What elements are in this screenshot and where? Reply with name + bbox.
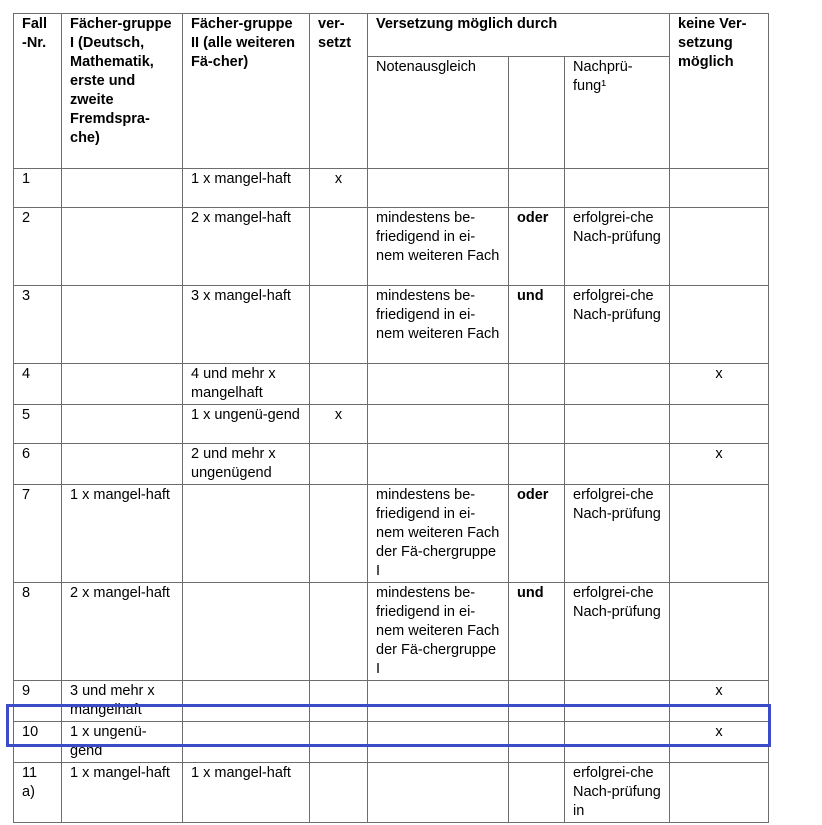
table-row <box>14 405 769 444</box>
cell-versetzt <box>310 583 368 681</box>
cell-conjunction: und <box>509 583 565 681</box>
table-row <box>14 444 769 485</box>
cell-conjunction <box>509 405 565 444</box>
cell-faechergruppe-1 <box>62 405 183 444</box>
cell-versetzt: x <box>310 169 368 208</box>
cell-notenausgleich: mindestens be-friedigend in ei-nem weiteren Fach der Fä-chergruppe I <box>368 485 509 583</box>
subheader-notenausgleich: Notenausgleich <box>368 57 509 169</box>
cell-faechergruppe-2: 2 x mangel-haft <box>183 208 310 286</box>
cell-nachpruefung: erfolgrei-che Nach-prüfung <box>565 485 670 583</box>
table-row <box>14 681 769 722</box>
cell-faechergruppe-1: 2 x mangel-haft <box>62 583 183 681</box>
cell-nachpruefung: erfolgrei-che Nach-prüfung <box>565 583 670 681</box>
cell-fall-nr: 11 a) <box>14 763 62 823</box>
cell-notenausgleich <box>368 169 509 208</box>
cell-nachpruefung: erfolgrei-che Nach-prüfung <box>565 286 670 364</box>
versetzung-table <box>13 13 769 823</box>
table-row <box>14 763 769 823</box>
cell-conjunction <box>509 364 565 405</box>
cell-faechergruppe-2: 3 x mangel-haft <box>183 286 310 364</box>
cell-notenausgleich: mindestens be-friedigend in ei-nem weiteren Fach <box>368 208 509 286</box>
cell-nachpruefung <box>565 364 670 405</box>
cell-faechergruppe-1 <box>62 364 183 405</box>
cell-keine-versetzung <box>670 485 769 583</box>
subheader-nachpruefung: Nachprü-fung¹ <box>565 57 670 169</box>
cell-fall-nr: 9 <box>14 681 62 722</box>
cell-nachpruefung: erfolgrei-che Nach-prüfung in <box>565 763 670 823</box>
cell-faechergruppe-2: 1 x mangel-haft <box>183 763 310 823</box>
cell-nachpruefung <box>565 405 670 444</box>
cell-versetzt <box>310 364 368 405</box>
table-row <box>14 364 769 405</box>
cell-faechergruppe-2: 4 und mehr x mangelhaft <box>183 364 310 405</box>
cell-versetzt <box>310 286 368 364</box>
cell-conjunction: oder <box>509 208 565 286</box>
cell-notenausgleich <box>368 405 509 444</box>
cell-faechergruppe-1 <box>62 169 183 208</box>
cell-conjunction: oder <box>509 485 565 583</box>
cell-keine-versetzung <box>670 583 769 681</box>
cell-faechergruppe-2 <box>183 681 310 722</box>
cell-keine-versetzung <box>670 405 769 444</box>
cell-notenausgleich <box>368 722 509 763</box>
cell-conjunction <box>509 169 565 208</box>
cell-nachpruefung <box>565 681 670 722</box>
cell-versetzt: x <box>310 405 368 444</box>
cell-fall-nr: 3 <box>14 286 62 364</box>
table-row <box>14 169 769 208</box>
table-row <box>14 722 769 763</box>
cell-keine-versetzung <box>670 286 769 364</box>
table-row <box>14 208 769 286</box>
subheader-spacer <box>509 57 565 169</box>
cell-faechergruppe-2 <box>183 485 310 583</box>
cell-versetzt <box>310 681 368 722</box>
cell-notenausgleich: mindestens be-friedigend in ei-nem weiteren Fach <box>368 286 509 364</box>
table-row <box>14 485 769 583</box>
cell-versetzt <box>310 722 368 763</box>
cell-notenausgleich <box>368 763 509 823</box>
cell-faechergruppe-1 <box>62 286 183 364</box>
cell-faechergruppe-1 <box>62 444 183 485</box>
cell-faechergruppe-1: 1 x mangel-haft <box>62 485 183 583</box>
table-row <box>14 286 769 364</box>
cell-fall-nr: 6 <box>14 444 62 485</box>
cell-keine-versetzung: x <box>670 444 769 485</box>
cell-versetzt <box>310 485 368 583</box>
cell-notenausgleich: mindestens be-friedigend in ei-nem weiteren Fach der Fä-chergruppe I <box>368 583 509 681</box>
cell-faechergruppe-2: 1 x mangel-haft <box>183 169 310 208</box>
cell-faechergruppe-1: 1 x ungenü-gend <box>62 722 183 763</box>
cell-conjunction <box>509 763 565 823</box>
cell-notenausgleich <box>368 364 509 405</box>
cell-conjunction: und <box>509 286 565 364</box>
cell-keine-versetzung: x <box>670 364 769 405</box>
cell-faechergruppe-2 <box>183 722 310 763</box>
cell-fall-nr: 1 <box>14 169 62 208</box>
cell-faechergruppe-1 <box>62 208 183 286</box>
cell-keine-versetzung <box>670 208 769 286</box>
cell-conjunction <box>509 444 565 485</box>
header-faechergruppe-1: Fächer-gruppe I (Deutsch, Mathematik, erste und zweite Fremdspra-che) <box>62 14 183 169</box>
cell-faechergruppe-2 <box>183 583 310 681</box>
cell-versetzt <box>310 763 368 823</box>
cell-fall-nr: 4 <box>14 364 62 405</box>
cell-nachpruefung <box>565 444 670 485</box>
cell-faechergruppe-1: 1 x mangel-haft <box>62 763 183 823</box>
cell-fall-nr: 5 <box>14 405 62 444</box>
cell-nachpruefung <box>565 169 670 208</box>
header-faechergruppe-2: Fächer-gruppe II (alle weiteren Fä-cher) <box>183 14 310 169</box>
cell-fall-nr: 2 <box>14 208 62 286</box>
cell-fall-nr: 10 <box>14 722 62 763</box>
cell-conjunction <box>509 681 565 722</box>
cell-nachpruefung <box>565 722 670 763</box>
cell-notenausgleich <box>368 444 509 485</box>
header-fall-nr: Fall -Nr. <box>14 14 62 169</box>
cell-keine-versetzung <box>670 169 769 208</box>
cell-fall-nr: 7 <box>14 485 62 583</box>
cell-conjunction <box>509 722 565 763</box>
cell-faechergruppe-2: 1 x ungenü-gend <box>183 405 310 444</box>
cell-versetzt <box>310 444 368 485</box>
cell-keine-versetzung: x <box>670 722 769 763</box>
cell-faechergruppe-1: 3 und mehr x mangelhaft <box>62 681 183 722</box>
cell-nachpruefung: erfolgrei-che Nach-prüfung <box>565 208 670 286</box>
table-row <box>14 583 769 681</box>
cell-fall-nr: 8 <box>14 583 62 681</box>
cell-faechergruppe-2: 2 und mehr x ungenügend <box>183 444 310 485</box>
header-versetzung-moeglich: Versetzung möglich durch <box>368 14 670 57</box>
cell-keine-versetzung: x <box>670 681 769 722</box>
header-versetzt: ver-setzt <box>310 14 368 169</box>
cell-keine-versetzung <box>670 763 769 823</box>
header-keine-versetzung: keine Ver-setzung möglich <box>670 14 769 169</box>
table-body <box>14 169 769 823</box>
cell-notenausgleich <box>368 681 509 722</box>
cell-versetzt <box>310 208 368 286</box>
